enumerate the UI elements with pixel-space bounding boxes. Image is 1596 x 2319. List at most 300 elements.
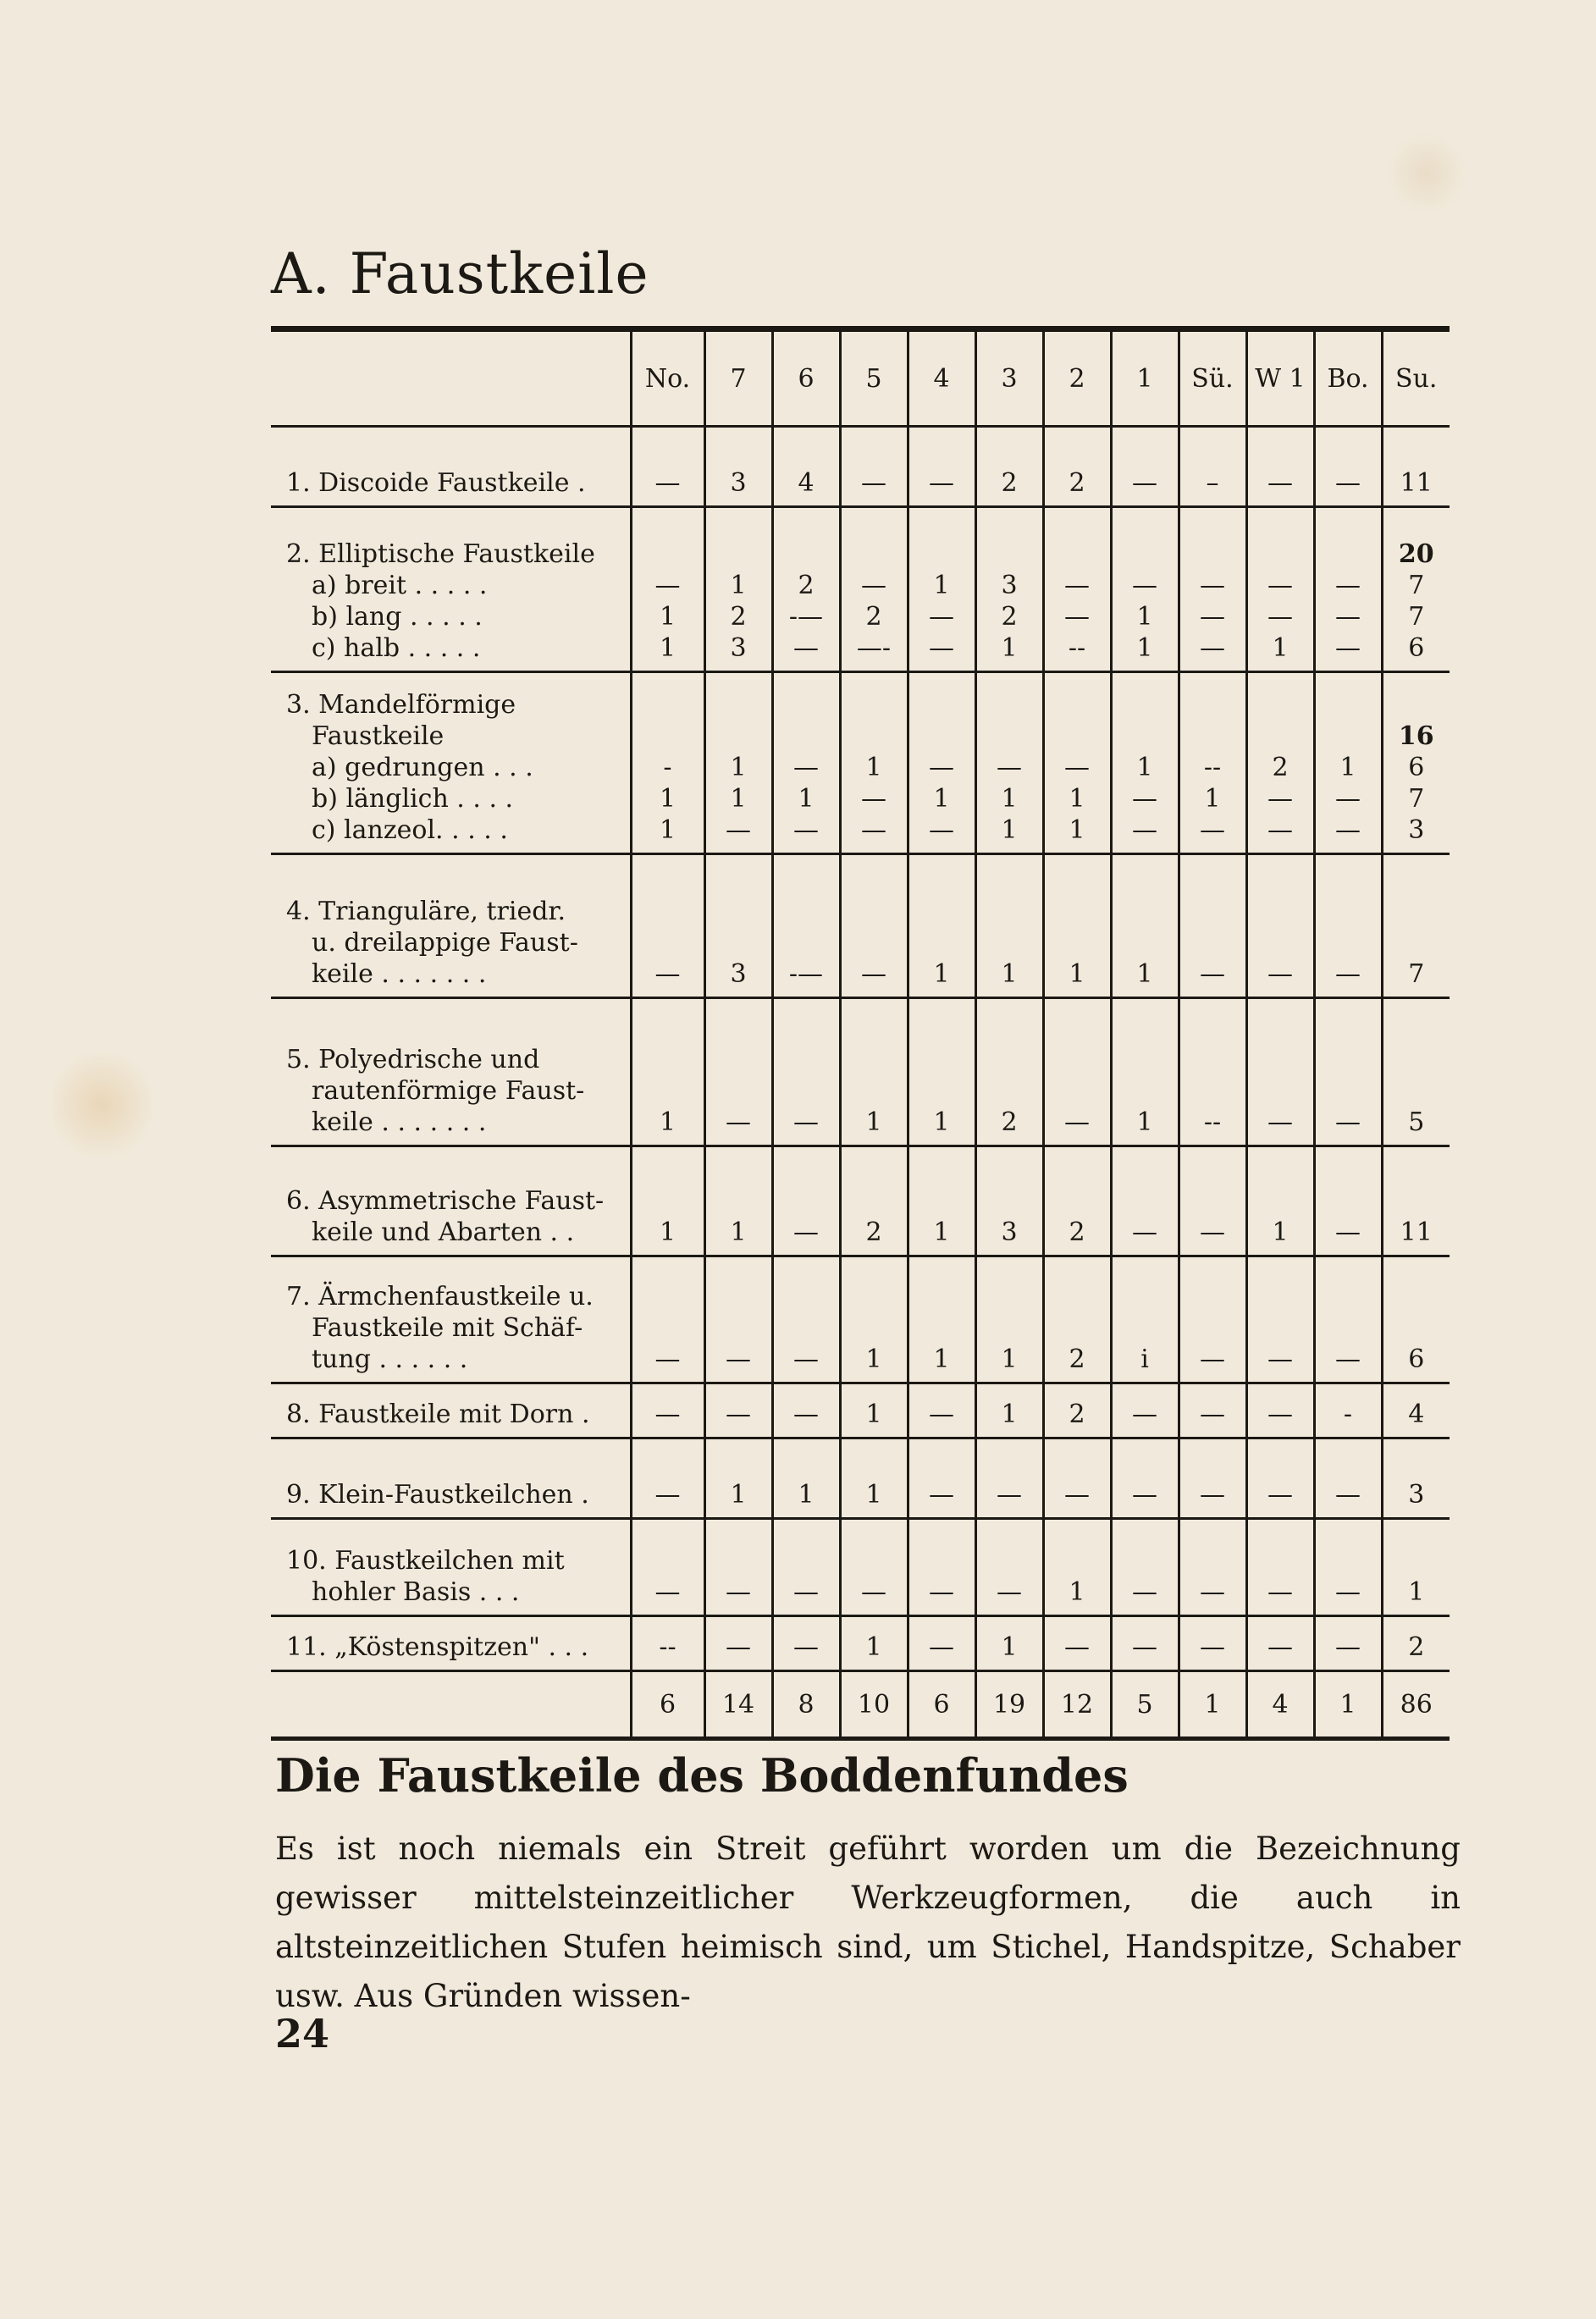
- cell-value: 1: [865, 753, 882, 782]
- table-cell: [1111, 1519, 1179, 1616]
- table-row: [271, 998, 1450, 1146]
- cell-value: —: [861, 1577, 886, 1607]
- cell-value: 3: [1001, 1217, 1018, 1247]
- cell-value: 1: [798, 1480, 815, 1510]
- cell-value: —: [1267, 571, 1293, 600]
- cell-value: 2: [1069, 1217, 1085, 1247]
- cell-value: —: [997, 1577, 1022, 1607]
- cell-value: 2: [1069, 1400, 1085, 1429]
- table-cell: [975, 998, 1043, 1146]
- cell-value: —: [1200, 959, 1225, 989]
- table-cell: [840, 1519, 908, 1616]
- cell-value: —: [929, 1400, 954, 1429]
- section-title: A. Faustkeile: [271, 241, 649, 306]
- cell-value: 2: [865, 602, 882, 632]
- total-cell: 1: [1179, 1671, 1246, 1739]
- table-cell: [1314, 1146, 1382, 1256]
- cell-value: 1: [1339, 753, 1356, 782]
- cell-value: 1: [933, 1107, 950, 1137]
- cell-value: —: [793, 1400, 819, 1429]
- table-cell: [1043, 672, 1111, 854]
- table-cell: [1246, 1146, 1314, 1256]
- table-cell: [1382, 854, 1450, 998]
- cell-value: —: [1267, 1480, 1293, 1510]
- cell-value: —: [997, 753, 1022, 782]
- table-cell: [1382, 1146, 1450, 1256]
- table-cell: [1246, 427, 1314, 507]
- table-cell: [1111, 427, 1179, 507]
- cell-value: —: [1335, 1107, 1361, 1137]
- table-cell: [1382, 998, 1450, 1146]
- table-cell: [1382, 1519, 1450, 1616]
- row-label: [271, 1383, 631, 1438]
- cell-value: 1: [865, 1344, 882, 1374]
- row-label-line: 1. Discoide Faustkeile .: [286, 468, 586, 498]
- cell-value: 11: [1400, 468, 1433, 498]
- table-cell: [631, 1438, 704, 1519]
- page-number: 24: [275, 2011, 330, 2057]
- cell-value: —: [861, 815, 886, 845]
- table-cell: [975, 1256, 1043, 1383]
- table-cell: [704, 1519, 772, 1616]
- cell-value: 7: [1408, 784, 1425, 814]
- cell-value: 2: [798, 571, 815, 600]
- table-cell: [631, 427, 704, 507]
- table-cell: [1111, 854, 1179, 998]
- table-cell: [908, 507, 975, 672]
- cell-value: —: [1335, 1577, 1361, 1607]
- cell-value: —: [1267, 784, 1293, 814]
- table-cell: [631, 1383, 704, 1438]
- table-cell: [631, 507, 704, 672]
- group-total: 20: [1398, 539, 1434, 569]
- table-cell: [772, 1383, 840, 1438]
- table-cell: [975, 1438, 1043, 1519]
- cell-value: —: [1200, 602, 1225, 632]
- cell-value: 1: [1001, 1632, 1018, 1662]
- table-row: [271, 1616, 1450, 1671]
- table-row: [271, 672, 1450, 854]
- cell-value: —: [1132, 1217, 1157, 1247]
- table-cell: [1111, 1438, 1179, 1519]
- table-cell: [1314, 1438, 1382, 1519]
- table-cell: [631, 1519, 704, 1616]
- table-cell: [772, 672, 840, 854]
- table-cell: [1382, 672, 1450, 854]
- cell-value: —: [861, 468, 886, 498]
- row-label-line: rautenförmige Faust-: [312, 1076, 585, 1106]
- cell-value: —: [929, 1632, 954, 1662]
- cell-value: 1: [1001, 1344, 1018, 1374]
- cell-value: -: [663, 753, 672, 782]
- table-cell: [1382, 427, 1450, 507]
- cell-value: —: [654, 1480, 681, 1510]
- cell-value: —: [1335, 1632, 1361, 1662]
- row-sub-label: a) gedrungen . . .: [312, 753, 533, 782]
- cell-value: —: [726, 1107, 751, 1137]
- table-cell: [1179, 1256, 1246, 1383]
- total-cell: 14: [704, 1671, 772, 1739]
- table-cell: [704, 1256, 772, 1383]
- cell-value: —: [726, 1400, 751, 1429]
- table-cell: [975, 507, 1043, 672]
- cell-value: 1: [933, 959, 950, 989]
- table-cell: [704, 427, 772, 507]
- cell-value: 6: [1408, 633, 1425, 663]
- group-total: 16: [1398, 721, 1434, 751]
- cell-value: 1: [1272, 633, 1289, 663]
- table-cell: [704, 1146, 772, 1256]
- cell-value: —: [1267, 1107, 1293, 1137]
- cell-value: —: [1200, 1577, 1225, 1607]
- table-cell: [840, 1438, 908, 1519]
- table-cell: [704, 507, 772, 672]
- table-cell: [908, 1256, 975, 1383]
- cell-value: —: [793, 1107, 819, 1137]
- cell-value: —: [1132, 1632, 1157, 1662]
- cell-value: 4: [798, 468, 815, 498]
- table-cell: [908, 1438, 975, 1519]
- column-header: Su.: [1382, 329, 1450, 427]
- cell-value: 3: [1001, 571, 1018, 600]
- table-cell: [1111, 1146, 1179, 1256]
- cell-value: 1: [798, 784, 815, 814]
- cell-value: 2: [1272, 753, 1289, 782]
- table-cell: [1382, 1383, 1450, 1438]
- cell-value: —: [1132, 468, 1157, 498]
- cell-value: —: [793, 1344, 819, 1374]
- cell-value: 1: [1069, 1577, 1085, 1607]
- cell-value: 2: [865, 1217, 882, 1247]
- cell-value: —: [1267, 1344, 1293, 1374]
- cell-value: —: [1200, 1632, 1225, 1662]
- row-label-line: 8. Faustkeile mit Dorn .: [286, 1400, 590, 1429]
- totals-label-cell: [271, 1671, 631, 1739]
- cell-value: —: [929, 753, 954, 782]
- table-cell: [772, 1438, 840, 1519]
- table-cell: [908, 1616, 975, 1671]
- cell-value: —: [861, 959, 886, 989]
- table-cell: [1246, 507, 1314, 672]
- cell-value: 1: [933, 784, 950, 814]
- table-cell: [908, 1383, 975, 1438]
- row-label: [271, 854, 631, 998]
- table-body: [271, 427, 1450, 1739]
- total-cell: 10: [840, 1671, 908, 1739]
- cell-value: --: [659, 1632, 677, 1662]
- cell-value: 1: [1136, 1107, 1153, 1137]
- cell-value: 1: [659, 602, 677, 632]
- cell-value: —: [1335, 815, 1361, 845]
- table-cell: [1043, 507, 1111, 672]
- cell-value: —: [654, 959, 681, 989]
- table-cell: [1246, 1438, 1314, 1519]
- table-cell: [840, 507, 908, 672]
- cell-value: —: [1132, 815, 1157, 845]
- table-row: [271, 507, 1450, 672]
- cell-value: —: [1335, 1480, 1361, 1510]
- table-cell: [1382, 1256, 1450, 1383]
- cell-value: 3: [1408, 1480, 1425, 1510]
- total-cell: 4: [1246, 1671, 1314, 1739]
- row-sub-label: a) breit . . . . .: [312, 571, 488, 600]
- cell-value: 1: [1069, 959, 1085, 989]
- table-cell: [1111, 507, 1179, 672]
- cell-value: 1: [1069, 784, 1085, 814]
- table-cell: [908, 1146, 975, 1256]
- subheading: Die Faustkeile des Boddenfundes: [275, 1748, 1129, 1803]
- table-cell: [1246, 854, 1314, 998]
- total-cell: 6: [908, 1671, 975, 1739]
- cell-value: —: [1267, 815, 1293, 845]
- table-cell: [908, 672, 975, 854]
- cell-value: 2: [1069, 1344, 1085, 1374]
- row-label-line: hohler Basis . . .: [312, 1577, 520, 1607]
- table-cell: [1314, 1616, 1382, 1671]
- cell-value: -—: [788, 959, 824, 989]
- cell-value: --: [1203, 753, 1222, 782]
- table-cell: [908, 854, 975, 998]
- table-cell: [1043, 1519, 1111, 1616]
- cell-value: -: [1343, 1400, 1353, 1429]
- cell-value: —: [654, 1344, 681, 1374]
- table-cell: [704, 1438, 772, 1519]
- cell-value: —: [1064, 571, 1090, 600]
- cell-value: —: [929, 633, 954, 663]
- cell-value: —: [929, 1577, 954, 1607]
- cell-value: 5: [1408, 1107, 1425, 1137]
- table-cell: [975, 427, 1043, 507]
- table-cell: [772, 1146, 840, 1256]
- cell-value: 3: [730, 959, 747, 989]
- table-row: [271, 1256, 1450, 1383]
- row-sub-label: b) länglich . . . .: [312, 784, 514, 814]
- table-cell: [908, 998, 975, 1146]
- total-cell: 8: [772, 1671, 840, 1739]
- table-cell: [908, 1519, 975, 1616]
- row-label-line: 11. „Köstenspitzen" . . .: [286, 1632, 589, 1662]
- table-cell: [975, 1519, 1043, 1616]
- cell-value: 4: [1408, 1400, 1425, 1429]
- cell-value: —: [1064, 602, 1090, 632]
- cell-value: 7: [1408, 602, 1425, 632]
- column-header: 5: [840, 329, 908, 427]
- column-header: W 1: [1246, 329, 1314, 427]
- cell-value: i: [1140, 1344, 1149, 1374]
- cell-value: 1: [1408, 1577, 1425, 1607]
- cell-value: —-: [856, 633, 892, 663]
- cell-value: 1: [865, 1107, 882, 1137]
- table-cell: [975, 1383, 1043, 1438]
- table-cell: [772, 507, 840, 672]
- table-cell: [1179, 854, 1246, 998]
- table-cell: [1179, 1616, 1246, 1671]
- cell-value: —: [654, 1400, 681, 1429]
- row-label-line: 7. Ärmchenfaustkeile u.: [286, 1282, 594, 1311]
- table-cell: [1111, 1616, 1179, 1671]
- cell-value: 1: [730, 753, 747, 782]
- cell-value: 1: [730, 1217, 747, 1247]
- cell-value: 1: [1069, 815, 1085, 845]
- cell-value: 3: [1408, 815, 1425, 845]
- column-header: No.: [631, 329, 704, 427]
- table-cell: [704, 998, 772, 1146]
- cell-value: —: [1200, 1344, 1225, 1374]
- cell-value: —: [929, 815, 954, 845]
- cell-value: —: [793, 753, 819, 782]
- cell-value: 1: [1001, 784, 1018, 814]
- cell-value: —: [793, 1217, 819, 1247]
- cell-value: —: [1200, 1480, 1225, 1510]
- cell-value: 1: [659, 633, 677, 663]
- cell-value: —: [654, 571, 681, 600]
- table-cell: [631, 672, 704, 854]
- cell-value: 1: [1136, 633, 1153, 663]
- table-cell: [840, 854, 908, 998]
- table-cell: [631, 998, 704, 1146]
- table-cell: [1111, 998, 1179, 1146]
- table-cell: [1179, 507, 1246, 672]
- column-header: 4: [908, 329, 975, 427]
- body-paragraph: Es ist noch niemals ein Streit geführt worden um die Bezeichnung gewisser mittelsteinzeitlicher Werkzeugformen, die auch in altsteinzeitlichen Stufen heimisch sind, um Stichel, Handspitze, Schaber usw. Aus Gründen wissen-: [275, 1830, 1461, 2014]
- row-label: [271, 672, 631, 854]
- table-cell: [772, 427, 840, 507]
- cell-value: 1: [730, 784, 747, 814]
- cell-value: —: [1335, 602, 1361, 632]
- row-label-line: keile . . . . . . .: [312, 1107, 487, 1137]
- paper-stain: [1389, 127, 1465, 220]
- table-cell: [1382, 1438, 1450, 1519]
- cell-value: –: [1206, 468, 1219, 498]
- cell-value: —: [1064, 1632, 1090, 1662]
- cell-value: 6: [1408, 753, 1425, 782]
- row-sub-label: c) halb . . . . .: [312, 633, 481, 663]
- cell-value: 1: [1204, 784, 1221, 814]
- cell-value: —: [1064, 1107, 1090, 1137]
- cell-value: 1: [659, 815, 677, 845]
- cell-value: —: [726, 1632, 751, 1662]
- cell-value: —: [1200, 1400, 1225, 1429]
- table-cell: [1043, 1383, 1111, 1438]
- total-cell: 5: [1111, 1671, 1179, 1739]
- row-label: [271, 1616, 631, 1671]
- row-label: [271, 998, 631, 1146]
- table-cell: [1382, 1616, 1450, 1671]
- cell-value: —: [997, 1480, 1022, 1510]
- table-cell: [975, 672, 1043, 854]
- table-cell: [631, 1146, 704, 1256]
- row-label-line: u. dreilappige Faust-: [312, 928, 578, 958]
- cell-value: --: [1068, 633, 1086, 663]
- table-cell: [772, 1519, 840, 1616]
- cell-value: —: [861, 784, 886, 814]
- cell-value: —: [1200, 633, 1225, 663]
- table-cell: [1179, 1519, 1246, 1616]
- row-label-line: 6. Asymmetrische Faust-: [286, 1186, 605, 1216]
- table-cell: [975, 1146, 1043, 1256]
- column-header: 6: [772, 329, 840, 427]
- total-cell: 6: [631, 1671, 704, 1739]
- cell-value: 1: [865, 1400, 882, 1429]
- cell-value: —: [1200, 1217, 1225, 1247]
- table-cell: [772, 998, 840, 1146]
- cell-value: 6: [1408, 1344, 1425, 1374]
- row-label-line: 4. Trianguläre, triedr.: [286, 897, 566, 926]
- table-cell: [1246, 998, 1314, 1146]
- column-header: Sü.: [1179, 329, 1246, 427]
- table-cell: [1111, 1383, 1179, 1438]
- cell-value: —: [1132, 784, 1157, 814]
- cell-value: 1: [1001, 815, 1018, 845]
- cell-value: —: [929, 468, 954, 498]
- table-cell: [1179, 1383, 1246, 1438]
- totals-row: [271, 1671, 1450, 1739]
- faustkeile-table-container: [271, 326, 1450, 1741]
- row-label-line: 9. Klein-Faustkeilchen .: [286, 1480, 589, 1510]
- row-label-line: Faustkeile mit Schäf-: [312, 1313, 583, 1343]
- cell-value: 1: [1001, 633, 1018, 663]
- cell-value: 3: [730, 633, 747, 663]
- cell-value: 2: [730, 602, 747, 632]
- table-cell: [1043, 854, 1111, 998]
- row-label: [271, 427, 631, 507]
- row-label-line: 10. Faustkeilchen mit: [286, 1546, 565, 1576]
- table-cell: [1179, 1146, 1246, 1256]
- table-cell: [1043, 1256, 1111, 1383]
- table-cell: [1043, 998, 1111, 1146]
- cell-value: 1: [659, 1217, 677, 1247]
- cell-value: —: [793, 633, 819, 663]
- table-cell: [840, 998, 908, 1146]
- cell-value: 1: [865, 1480, 882, 1510]
- row-label-line: tung . . . . . .: [312, 1344, 468, 1374]
- table-cell: [1179, 672, 1246, 854]
- row-sub-label: b) lang . . . . .: [312, 602, 483, 632]
- table-cell: [772, 1256, 840, 1383]
- table-cell: [975, 854, 1043, 998]
- row-label-line: keile und Abarten . .: [312, 1217, 575, 1247]
- total-cell: 19: [975, 1671, 1043, 1739]
- cell-value: --: [1203, 1107, 1222, 1137]
- cell-value: —: [1064, 753, 1090, 782]
- faustkeile-table: [271, 326, 1450, 1741]
- table-cell: [840, 1383, 908, 1438]
- table-row: [271, 1519, 1450, 1616]
- cell-value: 1: [865, 1632, 882, 1662]
- cell-value: —: [654, 468, 681, 498]
- cell-value: —: [1132, 1480, 1157, 1510]
- table-cell: [840, 1146, 908, 1256]
- table-cell: [975, 1616, 1043, 1671]
- cell-value: —: [793, 1632, 819, 1662]
- cell-value: —: [1132, 571, 1157, 600]
- cell-value: 2: [1069, 468, 1085, 498]
- table-cell: [1246, 1616, 1314, 1671]
- row-label: [271, 1256, 631, 1383]
- table-cell: [1246, 1256, 1314, 1383]
- header-label-cell: [271, 329, 631, 427]
- table-cell: [1111, 672, 1179, 854]
- cell-value: —: [1267, 1632, 1293, 1662]
- table-row: [271, 1383, 1450, 1438]
- table-row: [271, 854, 1450, 998]
- cell-value: —: [929, 602, 954, 632]
- cell-value: 1: [659, 1107, 677, 1137]
- table-cell: [1314, 672, 1382, 854]
- cell-value: 7: [1408, 959, 1425, 989]
- table-cell: [1314, 507, 1382, 672]
- column-header: 2: [1043, 329, 1111, 427]
